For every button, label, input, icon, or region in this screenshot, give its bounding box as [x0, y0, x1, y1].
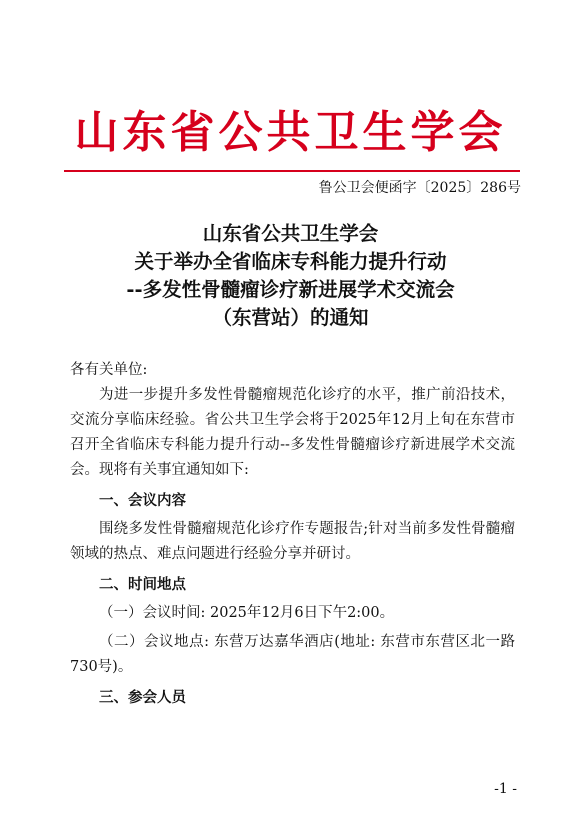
meeting-time: （一）会议时间: 2025年12月6日下午2:00。 [99, 605, 395, 621]
section-heading-content: 一、会议内容 [99, 493, 186, 509]
title-line-3: --多发性骨髓瘤诊疗新进展学术交流会 [126, 278, 455, 301]
section-heading-time-place: 二、时间地点 [99, 577, 186, 593]
red-divider-line [64, 170, 520, 172]
intro-paragraph: 为进一步提升多发性骨髓瘤规范化诊疗的水平，推广前沿技术，交流分享临床经验。省公共卫生学会将于2025年12月上旬在东营市召开全省临床专科能力提升行动--多发性骨髓瘤诊疗新进展学术交流会。现将有关事宜通知如下: [70, 387, 515, 478]
document-number: 鲁公卫会便函字〔2025〕286号 [318, 180, 521, 196]
notice-body [70, 358, 515, 714]
content-paragraph: 围绕多发性骨髓瘤规范化诊疗作专题报告;针对当前多发性骨髓瘤领域的热点、难点问题进行经验分享并研讨。 [70, 521, 515, 562]
section-heading-attendees: 三、参会人员 [99, 690, 186, 706]
masthead-title: 山东省公共卫生学会 [74, 107, 507, 158]
title-line-1: 山东省公共卫生学会 [202, 222, 379, 245]
salutation: 各有关单位: [70, 362, 148, 378]
notice-title [0, 220, 581, 332]
title-line-2: 关于举办全省临床专科能力提升行动 [134, 250, 447, 273]
title-line-4: （东营站）的通知 [212, 306, 369, 329]
page-number: -1 - [494, 781, 517, 797]
meeting-location: （二）会议地点: 东营万达嘉华酒店(地址: 东营市东营区北一路730号)。 [70, 634, 515, 675]
